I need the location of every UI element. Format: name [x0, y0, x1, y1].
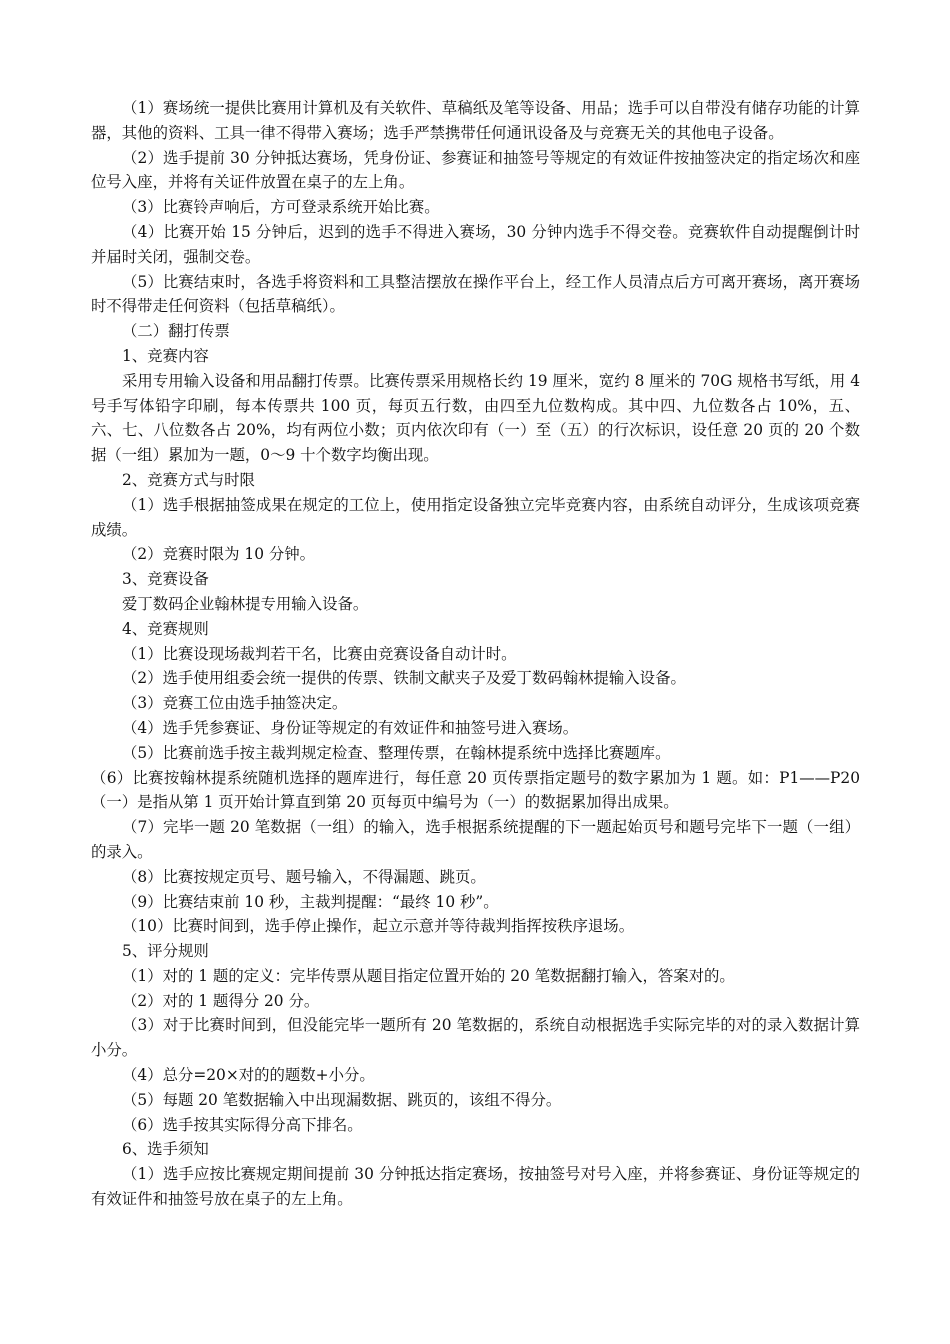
- equipment-paragraph: 爱丁数码企业翰林提专用输入设备。: [122, 594, 369, 613]
- scoring-rule-2: （2）对的 1 题得分 20 分。: [122, 991, 320, 1010]
- scoring-rule-3: （3）对于比赛时间到，但没能完毕一题所有 20 笔数据的，系统自动根据选手实际完毕的对的录入数据计算小分。: [91, 1016, 860, 1060]
- content-paragraph: 采用专用输入设备和用品翻打传票。比赛传票采用规格长约 19 厘米，宽约 8 厘米的 70G 规格书写纸，用 4 号手写体铅字印刷，每本传票共 100 页，每页五行数，由四至九位数构成。其中四、九位数各占 10%，五、六、七、八位数各占 20%，均有两位小数；页内依次印有（一）至（五）的行次标识，设任意 20 页的 20 个数据（一组）累加为一题，0～9 十个数字均衡出现。: [91, 371, 865, 465]
- scoring-rule-4: （4）总分=20×对的的题数+小分。: [122, 1066, 375, 1085]
- rule-paragraph-1: （1）赛场统一提供比赛用计算机及有关软件、草稿纸及笔等设备、用品；选手可以自带没有储存功能的计算器，其他的资料、工具一律不得带入赛场；选手严禁携带任何通讯设备及与竞赛无关的其他电子设备。: [91, 99, 860, 142]
- method-paragraph-2: （2）竞赛时限为 10 分钟。: [122, 545, 316, 564]
- section-heading-ticket: （二）翻打传票: [122, 322, 230, 341]
- subheading-content: 1、竞赛内容: [122, 346, 209, 365]
- scoring-rule-5: （5）每题 20 笔数据输入中出现漏数据、跳页的，该组不得分。: [122, 1090, 562, 1109]
- rule-paragraph-4: （4）比赛开始 15 分钟后，迟到的选手不得进入赛场，30 分钟内选手不得交卷。竞赛软件自动提醒倒计时并届时关闭，强制交卷。: [91, 222, 860, 266]
- competition-rule-5: （5）比赛前选手按主裁判规定检查、整理传票，在翰林提系统中选择比赛题库。: [122, 743, 671, 762]
- competition-rule-4: （4）选手凭参赛证、身份证等规定的有效证件和抽签号进入赛场。: [122, 718, 579, 737]
- scoring-rule-6: （6）选手按其实际得分高下排名。: [122, 1115, 363, 1134]
- rule-paragraph-3: （3）比赛铃声响后，方可登录系统开始比赛。: [122, 198, 440, 217]
- rule-paragraph-5: （5）比赛结束时，各选手将资料和工具整洁摆放在操作平台上，经工作人员清点后方可离开赛场，离开赛场时不得带走任何资料（包括草稿纸）。: [91, 272, 860, 316]
- competition-rule-6: （6）比赛按翰林提系统随机选择的题库进行，每任意 20 页传票指定题号的数字累加为 1 题。如：P1——P20（一）是指从第 1 页开始计算直到第 20 页每页中编号为（一）的数据累加得出成果。: [91, 768, 860, 812]
- subheading-notice: 6、选手须知: [122, 1140, 209, 1159]
- notice-paragraph-1: （1）选手应按比赛规定期间提前 30 分钟抵达指定赛场，按抽签号对号入座，并将参赛证、身份证等规定的有效证件和抽签号放在桌子的左上角。: [91, 1165, 860, 1209]
- competition-rule-10: （10）比赛时间到，选手停止操作，起立示意并等待裁判指挥按秩序退场。: [122, 917, 635, 936]
- subheading-equipment: 3、竞赛设备: [122, 570, 209, 589]
- subheading-scoring: 5、评分规则: [122, 942, 209, 961]
- competition-rule-8: （8）比赛按规定页号、题号输入，不得漏题、跳页。: [122, 867, 486, 886]
- rule-paragraph-2: （2）选手提前 30 分钟抵达赛场，凭身份证、参赛证和抽签号等规定的有效证件按抽签决定的指定场次和座位号入座，并将有关证件放置在桌子的左上角。: [91, 148, 860, 192]
- competition-rule-7: （7）完毕一题 20 笔数据（一组）的输入，选手根据系统提醒的下一题起始页号和题号完毕下一题（一组）的录入。: [91, 818, 860, 861]
- competition-rule-1: （1）比赛设现场裁判若干名，比赛由竞赛设备自动计时。: [122, 644, 517, 663]
- competition-rule-3: （3）竞赛工位由选手抽签决定。: [122, 694, 348, 713]
- competition-rule-9: （9）比赛结束前 10 秒，主裁判提醒：“最终 10 秒”。: [122, 892, 499, 911]
- subheading-method: 2、竞赛方式与时限: [122, 470, 255, 489]
- competition-rule-2: （2）选手使用组委会统一提供的传票、铁制文献夹子及爱丁数码翰林提输入设备。: [122, 669, 686, 688]
- method-paragraph-1: （1）选手根据抽签成果在规定的工位上，使用指定设备独立完毕竞赛内容，由系统自动评分，生成该项竞赛成绩。: [91, 495, 860, 539]
- scoring-rule-1: （1）对的 1 题的定义：完毕传票从题目指定位置开始的 20 笔数据翻打输入，答案对的。: [122, 966, 735, 985]
- subheading-rules: 4、竞赛规则: [122, 619, 209, 638]
